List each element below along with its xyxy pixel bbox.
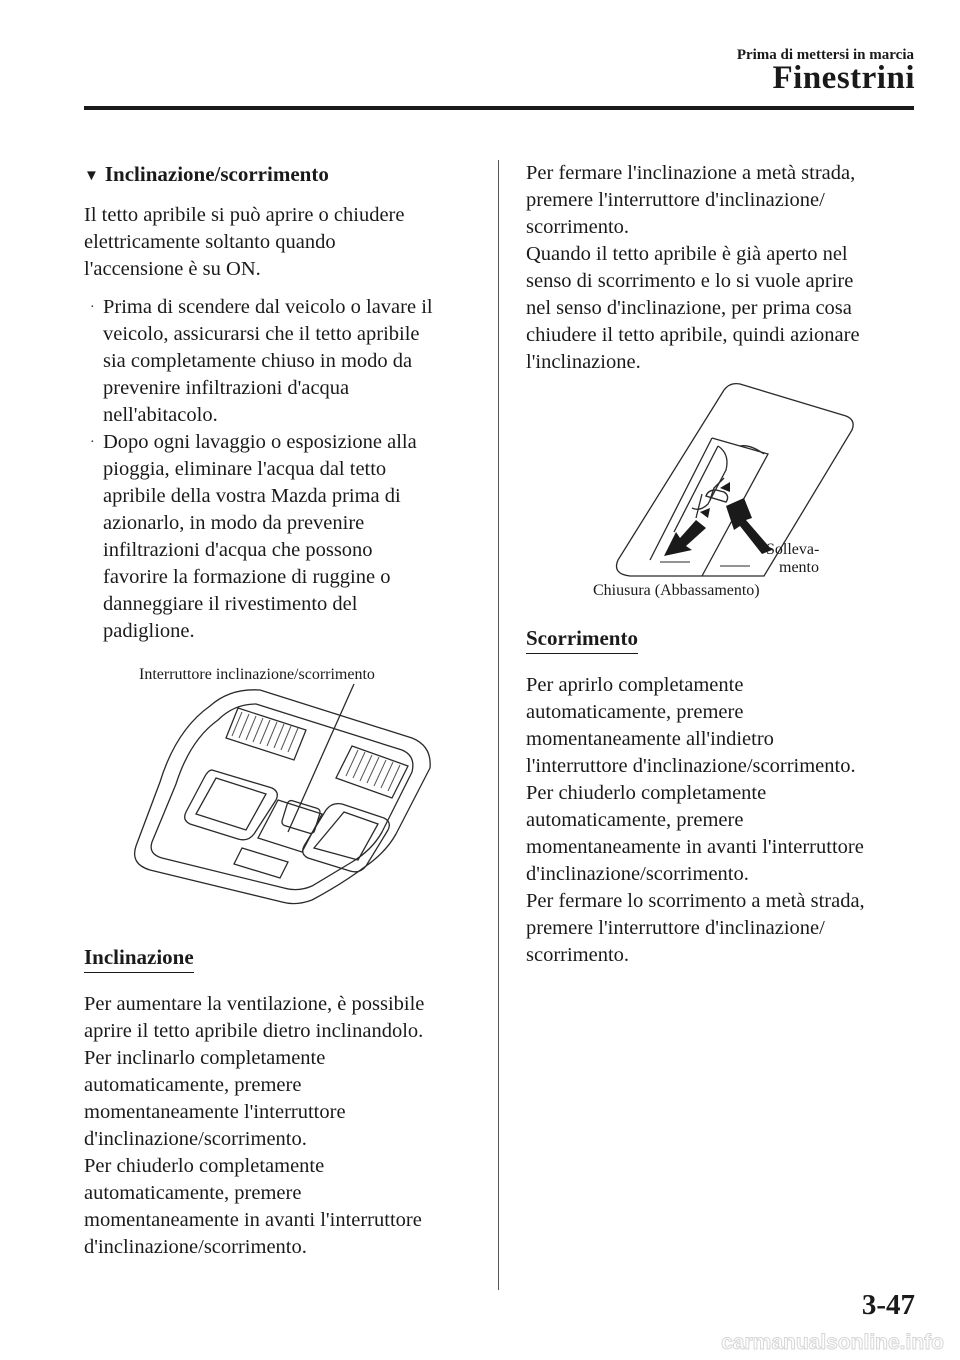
tilt-heading: Inclinazione [84, 944, 194, 973]
chapter-title: Finestrini [772, 60, 915, 96]
tilt-line: Per aumentare la ventilazione, è possibile [84, 993, 425, 1015]
slide-line: momentaneamente in avanti l'interruttore [526, 836, 864, 858]
tilt-line: Per chiuderlo completamente [84, 1155, 325, 1177]
bullet-line: padiglione. [103, 620, 195, 642]
bullet-item [84, 294, 484, 429]
bullet-line: prevenire infiltrazioni d'acqua [103, 377, 350, 399]
figure1-caption: Interruttore inclinazione/scorrimento [139, 666, 375, 683]
bullet-line: pioggia, eliminare l'acqua dal tetto [103, 458, 387, 480]
slide-section [526, 625, 916, 969]
header-rule [84, 106, 914, 110]
slide-line: scorrimento. [526, 944, 630, 966]
bullet-line: infiltrazioni d'acqua che possono [103, 539, 373, 561]
tilt-switch-illustration [600, 380, 860, 580]
bullet-line: nell'abitacolo. [103, 404, 218, 426]
bullet-line: danneggiare il rivestimento del [103, 593, 358, 615]
tilt-stop-line: Quando il tetto apribile è già aperto nel [526, 243, 848, 265]
slide-line: automaticamente, premere [526, 701, 744, 723]
tilt-stop-line: senso di scorrimento e lo si vuole aprire [526, 270, 854, 292]
left-column [84, 161, 484, 645]
column-divider [498, 160, 499, 1290]
bullet-line: Prima di scendere dal veicolo o lavare il [103, 296, 433, 318]
figure2-label-up: Solleva- [766, 541, 820, 558]
page-number: 3-47 [861, 1289, 915, 1321]
tilt-line: aprire il tetto apribile dietro inclinandolo. [84, 1020, 424, 1042]
intro-line: Il tetto apribile si può aprire o chiudere [84, 204, 405, 226]
bullet-line: sia completamente chiuso in modo da [103, 350, 413, 372]
slide-heading: Scorrimento [526, 625, 638, 654]
tilt-line: automaticamente, premere [84, 1074, 302, 1096]
section-heading [84, 161, 484, 191]
intro-line: l'accensione è su ON. [84, 258, 261, 280]
figure2-label-up: mento [779, 559, 819, 576]
slide-line: Per chiuderlo completamente [526, 782, 767, 804]
bullet-line: azionarlo, in modo da prevenire [103, 512, 365, 534]
watermark-logo [646, 1329, 946, 1355]
overhead-console-illustration [120, 682, 440, 912]
bullet-line: favorire la formazione di ruggine o [103, 566, 391, 588]
slide-line: l'interruttore d'inclinazione/scorrimento. [526, 755, 856, 777]
section-label: Prima di mettersi in marcia [736, 47, 914, 63]
svg-text:carmanualsonline.info: carmanualsonline.info [721, 1331, 944, 1354]
tilt-stop-line: scorrimento. [526, 216, 630, 238]
bullet-item [84, 429, 484, 645]
bullet-line: Dopo ogni lavaggio o esposizione alla [103, 431, 417, 453]
tilt-line: momentaneamente in avanti l'interruttore [84, 1209, 422, 1231]
bullet-line: apribile della vostra Mazda prima di [103, 485, 401, 507]
callout-leader-line [288, 684, 354, 832]
tilt-line: d'inclinazione/scorrimento. [84, 1236, 307, 1258]
slide-line: automaticamente, premere [526, 809, 744, 831]
triangle-down-icon: ▼ [84, 168, 99, 184]
tilt-stop-line: Per fermare l'inclinazione a metà strada, [526, 162, 856, 184]
slide-line: Per aprirlo completamente [526, 674, 744, 696]
tilt-stop-line: nel senso d'inclinazione, per prima cosa [526, 297, 852, 319]
slide-line: d'inclinazione/scorrimento. [526, 863, 749, 885]
tilt-line: Per inclinarlo completamente [84, 1047, 326, 1069]
right-column [526, 160, 916, 376]
bullet-line: veicolo, assicurarsi che il tetto apribile [103, 323, 420, 345]
tilt-line: d'inclinazione/scorrimento. [84, 1128, 307, 1150]
tilt-stop-line: premere l'interruttore d'inclinazione/ [526, 189, 825, 211]
tilt-section [84, 944, 484, 1261]
bullet-dot-icon: · [90, 300, 95, 315]
figure2-label-close: Chiusura (Abbassamento) [593, 582, 760, 599]
bullet-list [84, 294, 484, 645]
section-heading-text: Inclinazione/scorrimento [104, 162, 329, 186]
bullet-dot-icon: · [90, 435, 95, 450]
tilt-stop-line: l'inclinazione. [526, 351, 641, 373]
tilt-stop-line: chiudere il tetto apribile, quindi azionare [526, 324, 860, 346]
tilt-line: momentaneamente l'interruttore [84, 1101, 346, 1123]
intro-line: elettricamente soltanto quando [84, 231, 336, 253]
slide-line: premere l'interruttore d'inclinazione/ [526, 917, 825, 939]
tilt-line: automaticamente, premere [84, 1182, 302, 1204]
slide-line: Per fermare lo scorrimento a metà strada, [526, 890, 865, 912]
slide-line: momentaneamente all'indietro [526, 728, 774, 750]
